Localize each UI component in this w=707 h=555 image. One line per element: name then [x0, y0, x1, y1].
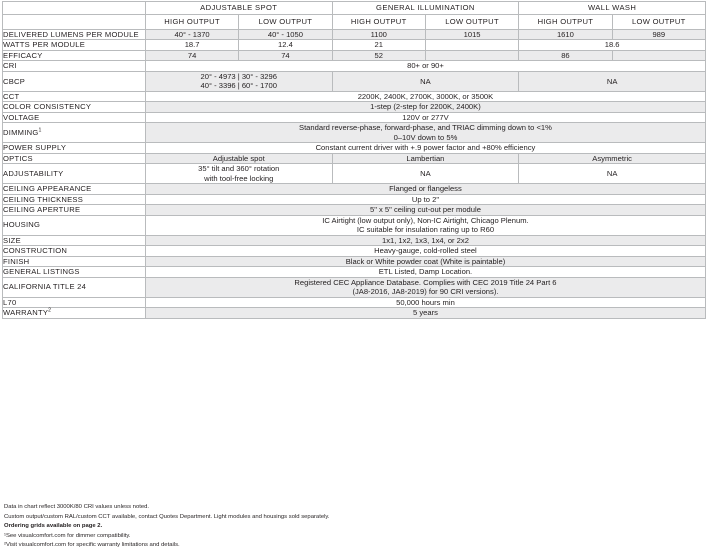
table-cell: 80+ or 90+ — [145, 61, 705, 71]
table-cell: Standard reverse-phase, forward-phase, and TRIAC dimming down to <1% 0–10V down to 5% — [145, 123, 705, 143]
table-cell: 74 — [145, 50, 238, 60]
table-cell: Black or White powder coat (White is paintable) — [145, 256, 705, 266]
row-label: L70 — [3, 297, 146, 307]
sub-header-5: HIGH OUTPUT — [519, 15, 612, 30]
sub-header-1: HIGH OUTPUT — [145, 15, 238, 30]
group-header-adjustable-spot: ADJUSTABLE SPOT — [145, 2, 332, 15]
table-row — [3, 205, 706, 215]
table-row — [3, 297, 706, 307]
table-row — [3, 164, 706, 184]
row-label: FINISH — [3, 256, 146, 266]
row-label: ADJUSTABILITY — [3, 164, 146, 184]
footnote-line: Custom output/custom RAL/custom CCT available, contact Quotes Department. Light modules and housings sold separately. — [4, 513, 330, 520]
table-cell: 40° - 1370 — [145, 30, 238, 40]
table-cell: NA — [519, 164, 706, 184]
row-label: DIMMING$^1$ — [3, 123, 146, 143]
table-row — [3, 267, 706, 277]
footnote-line: Data in chart reflect 3000K/80 CRI values unless noted. — [4, 504, 150, 510]
table-cell: Constant current driver with +.9 power factor and +80% efficiency — [145, 143, 705, 153]
sub-header-3: HIGH OUTPUT — [332, 15, 425, 30]
row-label: VOLTAGE — [3, 112, 146, 122]
table-header — [3, 2, 706, 30]
row-label: CEILING APPEARANCE — [3, 184, 146, 194]
table-cell: IC Airtight (low output only), Non-IC Airtight, Chicago Plenum. IC suitable for insulation rating up to R60 — [145, 215, 705, 235]
table-cell: Flanged or flangeless — [145, 184, 705, 194]
sub-header-2: LOW OUTPUT — [239, 15, 332, 30]
table-row — [3, 30, 706, 40]
table-cell: 5 years — [145, 308, 705, 318]
table-cell: 1x1, 1x2, 1x3, 1x4, or 2x2 — [145, 235, 705, 245]
table-cell — [612, 50, 705, 60]
sub-header-4: LOW OUTPUT — [425, 15, 518, 30]
footnote-line: Ordering grids available on page 2. — [4, 523, 103, 530]
table-cell: 21 — [332, 40, 425, 50]
table-cell: Lambertian — [332, 153, 519, 163]
row-label: SIZE — [3, 235, 146, 245]
table-cell — [425, 40, 518, 50]
subheader-corner-blank — [3, 15, 146, 30]
table-row — [3, 71, 706, 91]
row-label: EFFICACY — [3, 50, 146, 60]
table-row — [3, 194, 706, 204]
table-row — [3, 277, 706, 297]
table-cell: NA — [332, 164, 519, 184]
table-cell — [425, 50, 518, 60]
table-cell: 120V or 277V — [145, 112, 705, 122]
table-cell: 1100 — [332, 30, 425, 40]
table-body — [3, 30, 706, 319]
row-label: GENERAL LISTINGS — [3, 267, 146, 277]
table-row — [3, 153, 706, 163]
group-header-wall-wash: WALL WASH — [519, 2, 706, 15]
footnote-line: ²Visit visualcomfort.com for specific warranty limitations and details. — [4, 542, 180, 549]
row-label: CEILING THICKNESS — [3, 194, 146, 204]
table-cell: ETL Listed, Damp Location. — [145, 267, 705, 277]
table-cell: 1015 — [425, 30, 518, 40]
footnote-line: ¹See visualcomfort.com for dimmer compatibility. — [4, 532, 131, 539]
row-label: CCT — [3, 91, 146, 101]
table-cell: 12.4 — [239, 40, 332, 50]
table-cell: 2200K, 2400K, 2700K, 3000K, or 3500K — [145, 91, 705, 101]
table-cell: 74 — [239, 50, 332, 60]
table-cell: 1-step (2-step for 2200K, 2400K) — [145, 102, 705, 112]
row-label: HOUSING — [3, 215, 146, 235]
table-row — [3, 308, 706, 318]
row-label: CRI — [3, 61, 146, 71]
table-cell: Adjustable spot — [145, 153, 332, 163]
table-cell: Up to 2" — [145, 194, 705, 204]
table-row — [3, 61, 706, 71]
table-cell: Heavy-gauge, cold-rolled steel — [145, 246, 705, 256]
table-row — [3, 246, 706, 256]
row-label: WATTS PER MODULE — [3, 40, 146, 50]
table-cell: NA — [332, 71, 519, 91]
table-cell: 1610 — [519, 30, 612, 40]
table-cell: 35° tilt and 360° rotation with tool-free locking — [145, 164, 332, 184]
table-cell: 5" x 5" ceiling cut-out per module — [145, 205, 705, 215]
row-label: CBCP — [3, 71, 146, 91]
table-row — [3, 112, 706, 122]
table-cell: Registered CEC Appliance Database. Complies with CEC 2019 Title 24 Part 6 (JA8-2016, JA8-2019) for 90 CRI versions). — [145, 277, 705, 297]
table-row — [3, 235, 706, 245]
table-row — [3, 40, 706, 50]
row-label: COLOR CONSISTENCY — [3, 102, 146, 112]
row-label: CEILING APERTURE — [3, 205, 146, 215]
table-cell: 40° - 1050 — [239, 30, 332, 40]
row-label: CONSTRUCTION — [3, 246, 146, 256]
table-cell: 989 — [612, 30, 705, 40]
row-label: OPTICS — [3, 153, 146, 163]
table-row — [3, 143, 706, 153]
table-cell: 52 — [332, 50, 425, 60]
table-row — [3, 102, 706, 112]
table-cell: Asymmetric — [519, 153, 706, 163]
table-row — [3, 184, 706, 194]
table-row — [3, 256, 706, 266]
table-cell: 20° - 4973 | 30° - 3296 40° - 3396 | 60° - 1700 — [145, 71, 332, 91]
row-label: CALIFORNIA TITLE 24 — [3, 277, 146, 297]
footnotes — [4, 503, 694, 551]
row-label: WARRANTY$^2$ — [3, 308, 146, 318]
group-header-general-illumination: GENERAL ILLUMINATION — [332, 2, 519, 15]
header-corner-blank — [3, 2, 146, 15]
table-row — [3, 215, 706, 235]
row-label: DELIVERED LUMENS PER MODULE — [3, 30, 146, 40]
table-cell: 86 — [519, 50, 612, 60]
table-cell: NA — [519, 71, 706, 91]
sub-header-row — [3, 15, 706, 30]
specifications-table — [2, 1, 706, 319]
table-row — [3, 91, 706, 101]
sub-header-6: LOW OUTPUT — [612, 15, 705, 30]
group-header-row — [3, 2, 706, 15]
table-row — [3, 123, 706, 143]
table-row — [3, 50, 706, 60]
table-cell: 50,000 hours min — [145, 297, 705, 307]
table-cell: 18.6 — [519, 40, 706, 50]
table-cell: 18.7 — [145, 40, 238, 50]
row-label: POWER SUPPLY — [3, 143, 146, 153]
